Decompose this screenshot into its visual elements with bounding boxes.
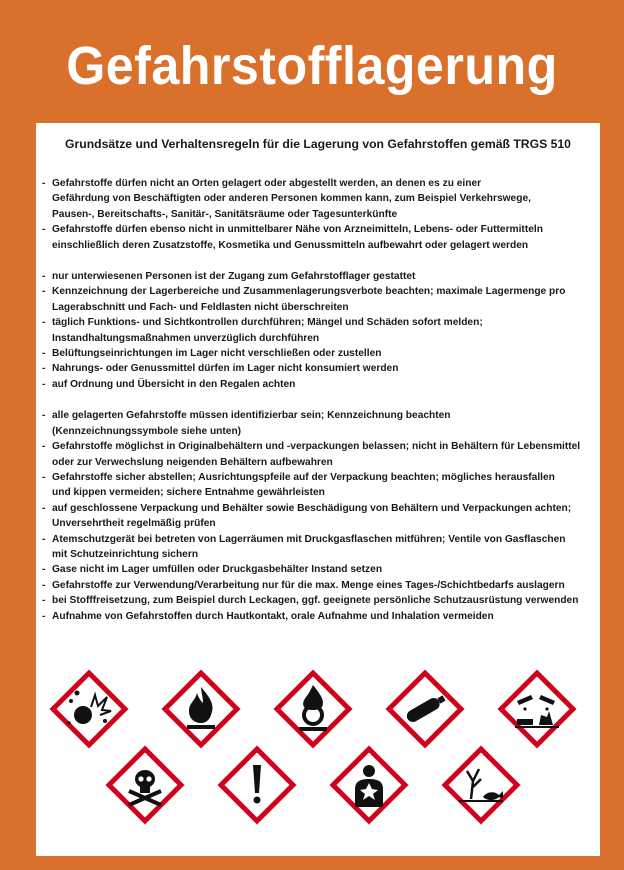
rule-line: Gefahrstoffe sicher abstellen; Ausrichtungspfeile auf der Verpackung beachten; mögliches herausfallen	[52, 471, 555, 483]
bullet-dash: -	[42, 224, 46, 236]
rule-line: Gefahrstoffe zur Verwendung/Verarbeitung nur für die max. Menge eines Tages-/Schichtbedarfs auslagern	[52, 579, 565, 591]
rule-group	[42, 408, 594, 624]
rule-line: Nahrungs- oder Genussmittel dürfen im Lager nicht konsumiert werden	[52, 363, 399, 375]
rule-line: auf Ordnung und Übersicht in den Regalen achten	[52, 378, 296, 390]
rule-item	[42, 439, 594, 470]
rule-line: Instandhaltungsmaßnahmen unverzüglich durchführen	[52, 332, 320, 344]
rule-item	[42, 346, 594, 361]
rule-line: Gefahrstoffe möglichst in Originalbehältern und -verpackungen belassen; nicht in Behältern für Lebensmittel	[52, 441, 581, 453]
rule-line: (Kennzeichnungssymbole siehe unten)	[52, 425, 242, 437]
rule-line: Gefahrstoffe dürfen nicht an Orten gelagert oder abgestellt werden, an denen es zu einer	[52, 178, 482, 189]
bullet-dash: -	[42, 533, 46, 545]
rule-line: Pausen-, Bereitschafts-, Sanitär-, Sanitätsräume oder Tagesunterkünfte	[52, 208, 398, 220]
sign-title: Gefahrstofflagerung	[66, 36, 558, 96]
rule-item	[42, 269, 594, 284]
rule-line: und kippen vermeiden; sichere Entnahme gewährleisten	[52, 487, 325, 499]
rule-item	[42, 408, 594, 439]
rule-item	[42, 470, 594, 501]
rule-group	[42, 176, 594, 253]
bullet-dash: -	[42, 286, 46, 298]
bullet-dash: -	[42, 595, 46, 607]
rule-item	[42, 284, 594, 315]
rule-line: täglich Funktions- und Sichtkontrollen durchführen; Mängel und Schäden sofort melden;	[52, 317, 483, 329]
rule-item	[42, 609, 594, 624]
bullet-dash: -	[42, 471, 46, 483]
rule-line: einschließlich deren Zusatzstoffe, Kosmetika und Genussmitteln aufbewahrt oder gelagert werden	[52, 239, 529, 251]
rule-line: auf geschlossene Verpackung und Behälter sowie Beschädigung von Behältern und Verpackungen achten;	[52, 502, 572, 514]
bullet-dash: -	[42, 610, 46, 622]
rule-line: Aufnahme von Gefahrstoffen durch Hautkontakt, orale Aufnahme und Inhalation vermeiden	[52, 610, 494, 622]
rule-line: Gefahrstoffe dürfen ebenso nicht in unmittelbarer Nähe von Arzneimitteln, Lebens- oder Futtermitteln	[52, 224, 543, 236]
bullet-dash: -	[42, 271, 46, 283]
rule-item	[42, 176, 594, 222]
rule-line: Lagerabschnitt und Fach- und Feldlasten nicht überschreiten	[52, 301, 349, 313]
rule-item	[42, 532, 594, 563]
rule-item	[42, 578, 594, 593]
rule-line: nur unterwiesenen Personen ist der Zugang zum Gefahrstofflager gestattet	[52, 271, 416, 283]
rule-line: alle gelagerten Gefahrstoffe müssen identifizierbar sein; Kennzeichnung beachten	[52, 410, 451, 422]
rule-item	[42, 501, 594, 532]
rule-line: mit Schutzeinrichtung sichern	[52, 548, 199, 560]
rule-line: Belüftungseinrichtungen im Lager nicht verschließen oder zustellen	[52, 348, 382, 360]
bullet-dash: -	[42, 348, 46, 360]
rules-list	[42, 176, 594, 640]
rule-line: Gefährdung von Beschäftigten oder anderen Personen kommen kann, zum Beispiel Verkehrswege,	[52, 193, 531, 205]
rule-line: oder zur Verwechslung neigenden Behältern aufbewahren	[52, 456, 333, 468]
rule-item	[42, 315, 594, 346]
rule-item	[42, 222, 594, 253]
rule-line: Atemschutzgerät bei betreten von Lagerräumen mit Druckgasflaschen mitführen; Ventile von Gasflaschen	[52, 533, 566, 545]
rule-line: Kennzeichnung der Lagerbereiche und Zusammenlagerungsverbote beachten; maximale Lagermenge pro	[52, 286, 566, 298]
bullet-dash: -	[42, 363, 46, 375]
rule-item	[42, 377, 594, 392]
bullet-dash: -	[42, 317, 46, 329]
bullet-dash: -	[42, 378, 46, 390]
rule-item	[42, 562, 594, 577]
rule-group	[42, 269, 594, 392]
rule-line: Gase nicht im Lager umfüllen oder Druckgasbehälter Instand setzen	[52, 564, 383, 576]
rule-item	[42, 593, 594, 608]
bullet-dash: -	[42, 410, 46, 422]
bullet-dash: -	[42, 178, 46, 189]
rule-line: bei Stofffreisetzung, zum Beispiel durch Leckagen, ggf. geeignete persönliche Schutzausrüstung verwenden	[52, 595, 579, 607]
rule-line: Unversehrtheit regelmäßig prüfen	[52, 518, 216, 530]
bullet-dash: -	[42, 579, 46, 591]
sign-panel	[36, 123, 600, 856]
bullet-dash: -	[42, 441, 46, 453]
sign-subtitle: Grundsätze und Verhaltensregeln für die Lagerung von Gefahrstoffen gemäß TRGS 510	[65, 137, 571, 151]
bullet-dash: -	[42, 564, 46, 576]
bullet-dash: -	[42, 502, 46, 514]
rule-item	[42, 361, 594, 376]
